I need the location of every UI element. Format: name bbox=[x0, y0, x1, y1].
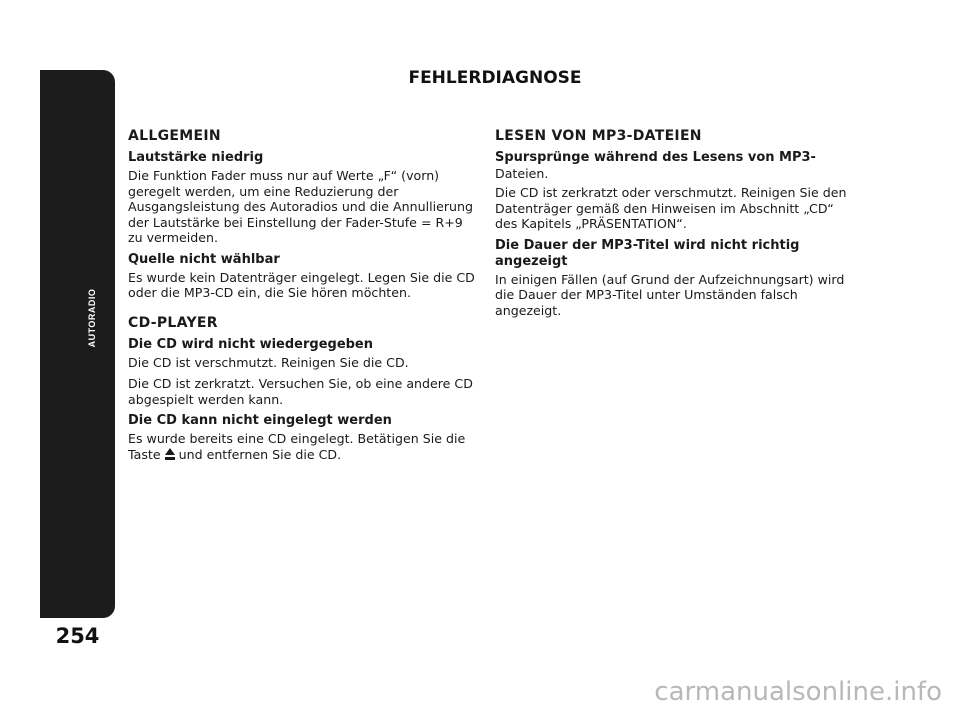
sidebar-label: AUTORADIO bbox=[87, 288, 97, 348]
paragraph-dauer-mp3: In einigen Fällen (auf Grund der Aufzeichnungsart) wird die Dauer der MP3-Titel unter Umständen falsch angezeigt. bbox=[495, 271, 845, 318]
subheading-dauer-mp3: Die Dauer der MP3-Titel wird nicht richtig angezeigt bbox=[495, 237, 800, 269]
subheading-cd-nicht-wiedergegeben: Die CD wird nicht wiedergegeben bbox=[128, 336, 374, 352]
subheading-spurspruenge-tail: Dateien. bbox=[495, 166, 549, 181]
eject-icon bbox=[165, 448, 175, 460]
paragraph-cd-eingelegt-start: Es wurde bereits eine CD eingelegt. Betätigen Sie die Taste bbox=[128, 431, 466, 462]
paragraph-cd-eingelegt bbox=[128, 431, 478, 462]
subheading-spurspruenge-bold: Spursprünge während des Lesens von MP3- bbox=[495, 150, 816, 165]
paragraph-cd-verschmutzt: Die CD ist verschmutzt. Reinigen Sie die CD. bbox=[128, 354, 409, 370]
paragraph-mp3-zerkratzt: Die CD ist zerkratzt oder verschmutzt. Reinigen Sie den Datenträger gemäß den Hinweisen im Abschnitt „CD“ des Kapitels „PRÄSENTATION“. bbox=[495, 185, 847, 231]
subheading-spurspruenge bbox=[495, 150, 860, 183]
section-heading-allgemein: ALLGEMEIN bbox=[128, 128, 221, 144]
paragraph-cd-zerkratzt: Die CD ist zerkratzt. Versuchen Sie, ob eine andere CD abgespielt werden kann. bbox=[128, 376, 473, 407]
page-title: FEHLERDIAGNOSE bbox=[408, 68, 582, 88]
subheading-cd-nicht-eingelegt: Die CD kann nicht eingelegt werden bbox=[128, 413, 392, 428]
page-number: 254 bbox=[55, 624, 100, 648]
sidebar-tab bbox=[40, 70, 115, 618]
left-column bbox=[128, 128, 478, 468]
subheading-lautstaerke: Lautstärke niedrig bbox=[128, 150, 264, 165]
paragraph-cd-eingelegt-end: und entfernen Sie die CD. bbox=[178, 446, 342, 462]
section-heading-cd-player: CD-PLAYER bbox=[128, 314, 218, 331]
watermark: carmanualsonline.info bbox=[654, 677, 942, 707]
paragraph-quelle: Es wurde kein Datenträger eingelegt. Legen Sie die CD oder die MP3-CD ein, die Sie hören möchten. bbox=[128, 269, 475, 300]
section-heading-mp3: LESEN VON MP3-DATEIEN bbox=[495, 128, 702, 144]
paragraph-fader: Die Funktion Fader muss nur auf Werte „F“ (vorn) geregelt werden, um eine Reduzierung der Ausgangsleistung des Autoradios und die Annullierung der Lautstärke bei Einstellung der Fader-Stufe = R+9 zu vermeiden. bbox=[128, 168, 473, 245]
right-column bbox=[495, 128, 860, 324]
subheading-quelle: Quelle nicht wählbar bbox=[128, 251, 280, 267]
